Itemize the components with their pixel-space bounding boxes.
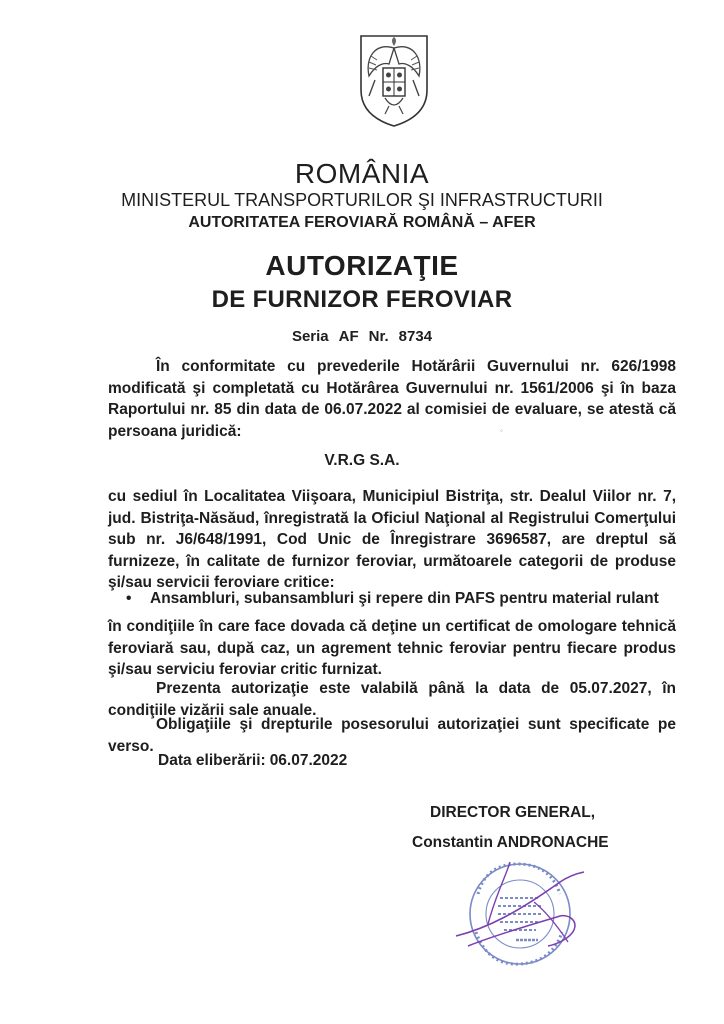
conditions-paragraph: în condiţiile în care face dovada că deţine un certificat de omologare tehnică feroviară sau, după caz, un agrement tehnic feroviar pentru fiecare produs şi/sau serviciu feroviar critic furnizat. xyxy=(108,618,676,678)
coat-of-arms-icon xyxy=(355,32,433,128)
obligations-paragraph: Obligaţiile şi drepturile posesorului autorizaţiei sunt specificate pe verso. xyxy=(108,716,676,755)
company-name: V.R.G S.A. xyxy=(324,452,400,469)
ministry-heading: MINISTERUL TRANSPORTURILOR ŞI INFRASTRUCTURII xyxy=(121,190,603,210)
issue-date-label: Data eliberării: xyxy=(158,752,266,769)
company-details-paragraph: cu sediul în Localitatea Viişoara, Municipiul Bistriţa, str. Dealul Viilor nr. 7, jud. Bistriţa-Năsăud, înregistrată la Oficiul Naţional al Registrului Comerţului sub nr. J6/648/1991, Cod Unic de Înregistrare 3696587, are dreptul să furnizeze, în calitate de furnizor feroviar, următoarele categorii de produse şi/sau servicii feroviare critice: xyxy=(108,488,676,591)
series-line xyxy=(0,328,724,345)
series-label: Seria xyxy=(291,328,329,345)
document-subtitle: DE FURNIZOR FEROVIAR xyxy=(211,286,513,313)
signatory-role: DIRECTOR GENERAL, xyxy=(430,804,596,821)
issue-date-value: 06.07.2022 xyxy=(269,752,348,769)
legal-basis-paragraph: În conformitate cu prevederile Hotărârii Guvernului nr. 626/1998 modificată şi completată cu Hotărârea Guvernului nr. 1561/2006 şi în baza Raportului nr. 85 din data de 06.07.2022 al comisiei de evaluare, se atestă că persoana juridică: xyxy=(108,358,676,440)
scan-artifact: ◦ xyxy=(500,426,503,435)
signatory-name: Constantin ANDRONACHE xyxy=(412,834,609,851)
list-item xyxy=(126,590,659,608)
issue-date-line xyxy=(158,752,347,770)
validity-paragraph: Prezenta autorizaţie este valabilă până la data de 05.07.2027, în condiţiile vizării sale anuale. xyxy=(108,680,676,719)
document-title: AUTORIZAŢIE xyxy=(265,250,459,281)
number-label: Nr. xyxy=(368,328,389,345)
official-stamp-icon xyxy=(448,854,588,974)
country-heading: ROMÂNIA xyxy=(294,158,430,189)
number-value: 8734 xyxy=(398,328,433,345)
list-item-text: Ansambluri, subansambluri şi repere din PAFS pentru material rulant xyxy=(150,590,659,607)
bullet-icon: • xyxy=(126,590,132,607)
series-value: AF xyxy=(338,328,359,345)
agency-heading: AUTORITATEA FEROVIARĂ ROMÂNĂ – AFER xyxy=(188,214,536,231)
